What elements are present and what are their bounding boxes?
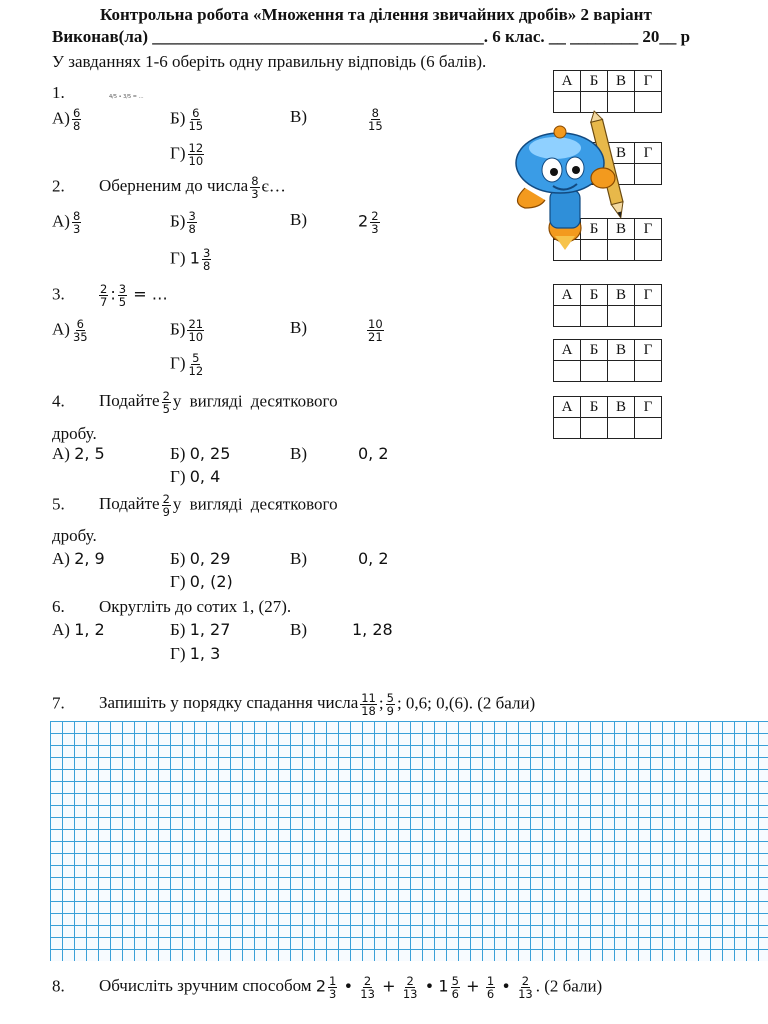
q4-option-g[interactable]: Г) 0, 4 bbox=[170, 467, 221, 486]
q4-option-v-value: 0, 2 bbox=[358, 444, 389, 463]
q3-option-a[interactable]: А) $\frac{6}{35}$ bbox=[52, 317, 88, 345]
q6-stem: 6. Округліть до сотих 1, (27). bbox=[52, 597, 292, 616]
page-title: Контрольна робота «Множення та ділення звичайних дробів» 2 варіант bbox=[100, 5, 652, 24]
answer-cell[interactable] bbox=[581, 418, 608, 439]
answer-box-4: А Б В Г bbox=[553, 284, 662, 327]
q3-option-v[interactable]: В) bbox=[290, 318, 307, 337]
q5-stem-cont: дробу. bbox=[52, 526, 97, 545]
answer-cell[interactable] bbox=[635, 240, 662, 261]
answer-box-6: А Б В Г bbox=[553, 396, 662, 439]
answer-cell[interactable] bbox=[635, 92, 662, 113]
q5-option-b[interactable]: Б) 0, 29 bbox=[170, 549, 231, 568]
student-name-field[interactable]: _______________________________________ bbox=[152, 27, 484, 46]
q3-option-v-value: $\frac{10}{21}$ bbox=[368, 317, 383, 345]
student-label: Виконав(ла) bbox=[52, 27, 149, 46]
answer-cell[interactable] bbox=[608, 418, 635, 439]
q2-option-v-value: 2 $\frac{2}{3}$ bbox=[358, 209, 379, 237]
answer-cell[interactable] bbox=[635, 306, 662, 327]
q5-stem: 5. Подайте $\frac{2}{9}$ у вигляді десяткового bbox=[52, 492, 338, 520]
answer-cell[interactable] bbox=[635, 361, 662, 382]
q4-option-b[interactable]: Б) 0, 25 bbox=[170, 444, 231, 463]
q3-stem: 3. $\frac{2}{7}$ : $\frac{3}{5}$ = … bbox=[52, 282, 168, 310]
q2-option-g[interactable]: Г) 1 $\frac{3}{8}$ bbox=[170, 246, 211, 274]
q5-option-v[interactable]: В) bbox=[290, 549, 307, 568]
q7-stem: 7. Запишіть у порядку спадання числа $\frac{11}{18}$ ; $\frac{5}{9}$ ; 0,6; 0,(6). (2 бали) bbox=[52, 691, 536, 719]
q8-stem: 8. Обчисліть зручним способом 2 $\frac{1}{3}$ • $\frac{2}{13}$ + $\frac{2}{13}$ • 1 $\frac{5}{6}$ + $\frac{1}{6}$ • $\frac{2}{13}$ . (2 бали) bbox=[52, 974, 603, 1002]
instructions: У завданнях 1-6 оберіть одну правильну відповідь (6 балів). bbox=[52, 52, 487, 71]
q6-option-b[interactable]: Б) 1, 27 bbox=[170, 620, 231, 639]
answer-cell[interactable] bbox=[581, 361, 608, 382]
q1-stem: 1. 4/5 • 3/5 = … bbox=[52, 83, 144, 102]
q4-option-v[interactable]: В) bbox=[290, 444, 307, 463]
answer-cell[interactable] bbox=[554, 306, 581, 327]
q2-option-a[interactable]: А) $\frac{8}{3}$ bbox=[52, 209, 81, 237]
q3-option-b[interactable]: Б) $\frac{21}{10}$ bbox=[170, 317, 204, 345]
answer-cell[interactable] bbox=[608, 306, 635, 327]
q6-option-v-value: 1, 28 bbox=[352, 620, 393, 639]
answer-box-2: В Г bbox=[553, 142, 662, 185]
answer-cell[interactable] bbox=[554, 418, 581, 439]
answer-box-1: А Б В Г bbox=[553, 70, 662, 113]
q2-stem: 2. Оберненим до числа $\frac{8}{3}$ є… bbox=[52, 174, 286, 202]
student-line bbox=[52, 27, 690, 47]
q1-option-b[interactable]: Б) $\frac{6}{15}$ bbox=[170, 106, 204, 134]
q4-stem-cont: дробу. bbox=[52, 424, 97, 443]
q5-option-v-value: 0, 2 bbox=[358, 549, 389, 568]
q6-option-a[interactable]: А) 1, 2 bbox=[52, 620, 105, 639]
answer-box-3: Б В Г bbox=[553, 218, 662, 261]
q3-option-g[interactable]: Г) $\frac{5}{12}$ bbox=[170, 351, 204, 379]
q1-option-a[interactable]: А) $\frac{6}{8}$ bbox=[52, 106, 81, 134]
q1-option-v-value: $\frac{8}{15}$ bbox=[368, 106, 383, 134]
answer-cell[interactable] bbox=[635, 164, 662, 185]
q4-option-a[interactable]: А) 2, 5 bbox=[52, 444, 105, 463]
q4-stem: 4. Подайте $\frac{2}{5}$ у вигляді десяткового bbox=[52, 389, 338, 417]
answer-cell[interactable] bbox=[554, 361, 581, 382]
q5-option-g[interactable]: Г) 0, (2) bbox=[170, 572, 233, 591]
answer-box-5: А Б В Г bbox=[553, 339, 662, 382]
q6-option-g[interactable]: Г) 1, 3 bbox=[170, 644, 221, 663]
answer-cell[interactable] bbox=[608, 361, 635, 382]
mascot-robot-icon bbox=[505, 108, 635, 253]
class-date-label: . 6 клас. __ ________ 20__ р bbox=[483, 27, 691, 46]
answer-cell[interactable] bbox=[581, 306, 608, 327]
q5-option-a[interactable]: А) 2, 9 bbox=[52, 549, 105, 568]
q1-option-v[interactable]: В) bbox=[290, 107, 307, 126]
grid-work-area[interactable] bbox=[50, 721, 768, 961]
q2-option-b[interactable]: Б) $\frac{3}{8}$ bbox=[170, 209, 196, 237]
q6-option-v[interactable]: В) bbox=[290, 620, 307, 639]
q2-option-v[interactable]: В) bbox=[290, 210, 307, 229]
answer-cell[interactable] bbox=[635, 418, 662, 439]
q1-expression: 4/5 • 3/5 = … bbox=[109, 94, 144, 100]
q1-option-g[interactable]: Г) $\frac{12}{10}$ bbox=[170, 141, 204, 169]
